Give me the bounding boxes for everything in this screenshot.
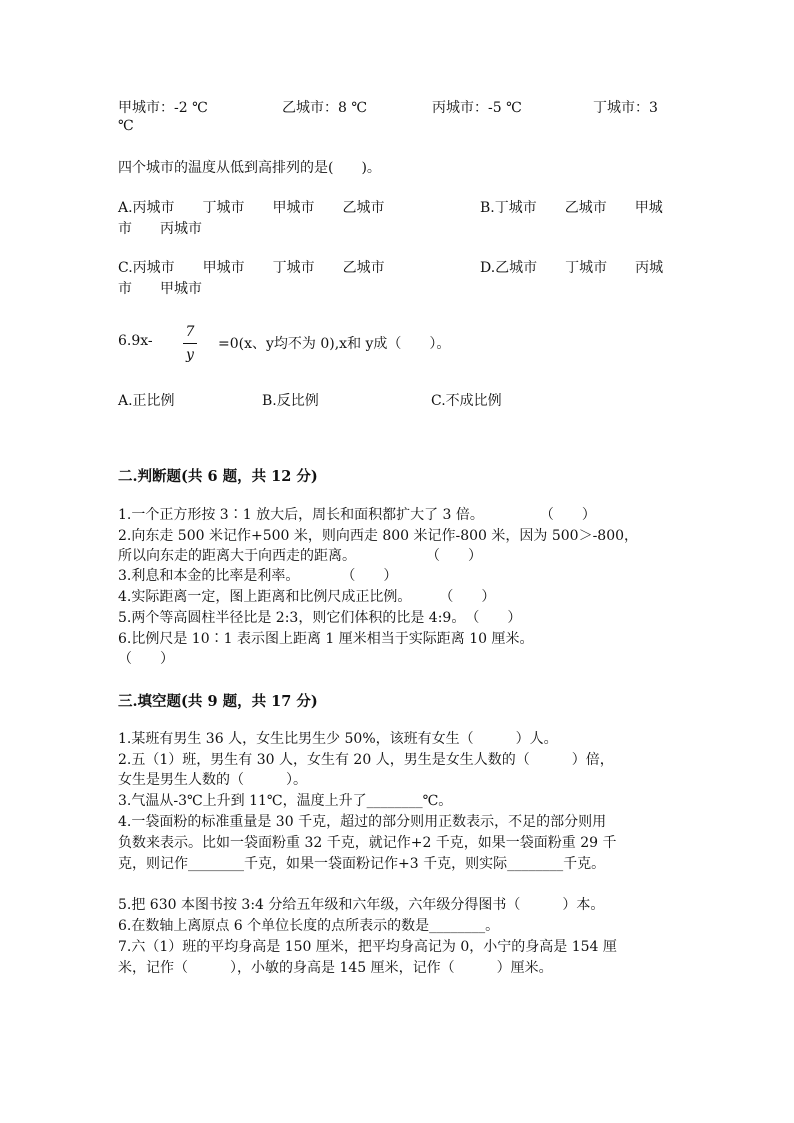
q6-fraction: [183, 322, 197, 365]
q5-option-d: D.乙城市 丁城市 丙城: [480, 260, 664, 276]
fill-item-5: 5.把 630 本图书按 3:4 分给五年级和六年级，六年级分得图书（ ）本。: [118, 897, 605, 913]
judge-item-3: 3.利息和本金的比率是利率。 （ ）: [118, 568, 398, 584]
q6-numerator: 7: [185, 324, 195, 340]
city-ding-unit: ℃: [118, 118, 134, 134]
q5-option-b: B.丁城市 乙城市 甲城: [480, 200, 663, 216]
judge-item-1: 1.一个正方形按 3∶1 放大后，周长和面积都扩大了 3 倍。 （ ）: [118, 507, 596, 523]
q6-option-c: C.不成比例: [431, 393, 502, 409]
q5-question: 四个城市的温度从低到高排列的是( )。: [118, 160, 381, 176]
judge-item-2-wrap: 所以向东走的距离大于向西走的距离。 （ ）: [118, 548, 482, 564]
fill-item-1: 1.某班有男生 36 人，女生比男生少 50%，该班有女生（ ）人。: [118, 731, 558, 747]
fill-item-3: 3.气温从-3℃上升到 11℃，温度上升了________℃。: [118, 793, 453, 809]
q6-denominator: y: [186, 347, 194, 363]
q6-option-a: A.正比例: [118, 393, 175, 409]
city-ding-temp: 丁城市：3: [593, 100, 658, 116]
fraction-bar: [183, 343, 197, 344]
q5-option-b-wrap: 市 丙城市: [118, 221, 202, 237]
fill-item-7-wrap: 米，记作（ ），小敏的身高是 145 厘米，记作（ ）厘米。: [118, 960, 553, 976]
fill-item-2-wrap: 女生是男生人数的（ ）。: [118, 772, 307, 788]
judge-item-6: 6.比例尺是 10∶1 表示图上距离 1 厘米相当于实际距离 10 厘米。: [118, 631, 534, 647]
fill-item-2: 2.五（1）班，男生有 30 人，女生有 20 人，男生是女生人数的（ ）倍，: [118, 752, 614, 768]
judge-item-4: 4.实际距离一定，图上距离和比例尺成正比例。 （ ）: [118, 589, 496, 605]
q5-option-c: C.丙城市 甲城市 丁城市 乙城市: [118, 260, 385, 276]
q6-suffix: =0(x、y均不为 0),x和 y成（ ）。: [218, 336, 451, 352]
fill-item-6: 6.在数轴上离原点 6 个单位长度的点所表示的数是________。: [118, 918, 500, 934]
q5-option-a: A.丙城市 丁城市 甲城市 乙城市: [118, 200, 385, 216]
fill-item-7: 7.六（1）班的平均身高是 150 厘米，把平均身高记为 0，小宁的身高是 154 厘: [118, 939, 617, 955]
fill-item-4: 4.一袋面粉的标准重量是 30 千克，超过的部分则用正数表示，不足的部分则用: [118, 814, 607, 830]
q5-option-d-wrap: 市 甲城市: [118, 281, 202, 297]
city-bing-temp: 丙城市：-5 ℃: [432, 100, 522, 116]
section2-title: 二.判断题(共 6 题，共 12 分): [118, 468, 318, 485]
fill-item-4-line3: 克，则记作________千克，如果一袋面粉记作+3 千克，则实际________千克。: [118, 856, 606, 872]
q6-option-b: B.反比例: [262, 393, 319, 409]
judge-item-2: 2.向东走 500 米记作+500 米，则向西走 800 米记作-800 米，因为 500＞-800，: [118, 528, 639, 544]
judge-item-6-wrap: （ ）: [118, 651, 174, 667]
judge-item-5: 5.两个等高圆柱半径比是 2:3，则它们体积的比是 4:9。 （ ）: [118, 610, 522, 626]
section3-title: 三.填空题(共 9 题，共 17 分): [118, 693, 318, 710]
city-yi-temp: 乙城市：8 ℃: [282, 100, 368, 116]
q6-prefix: 6.9x-: [118, 333, 153, 349]
fill-item-4-line2: 负数来表示。比如一袋面粉重 32 千克，就记作+2 千克，如果一袋面粉重 29 千: [118, 835, 617, 851]
city-jia-temp: 甲城市：-2 ℃: [118, 100, 208, 116]
